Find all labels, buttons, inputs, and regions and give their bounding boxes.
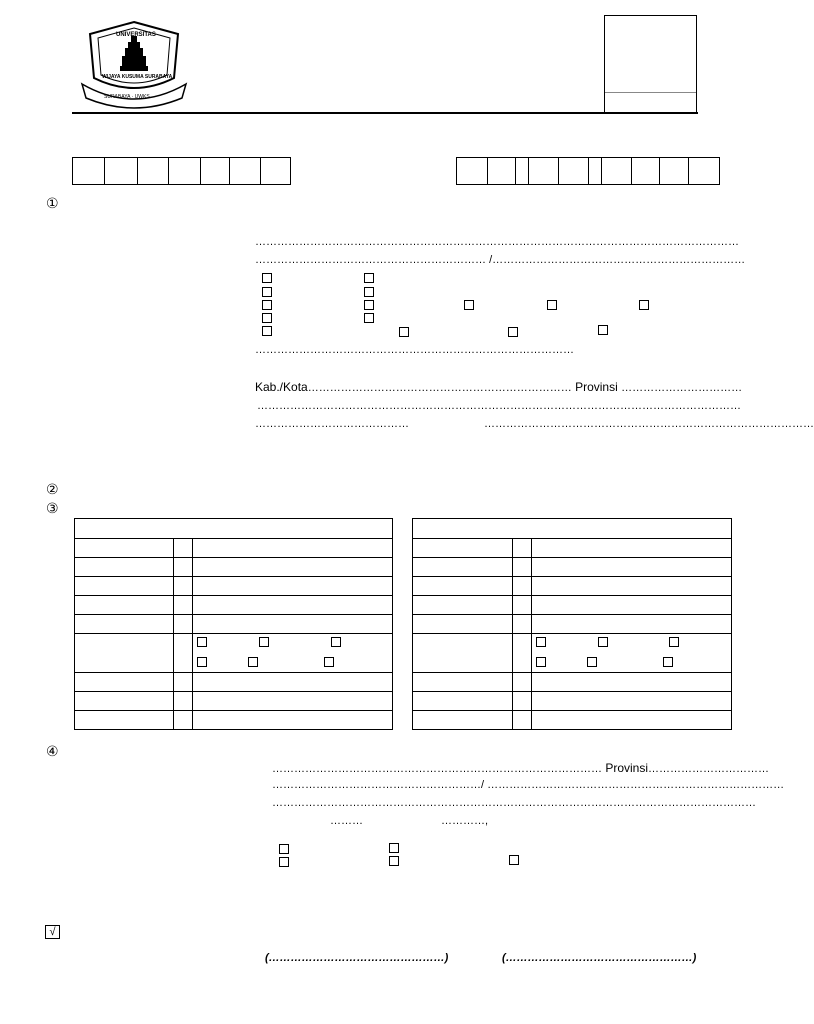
s4-checkbox-3[interactable] <box>279 857 289 867</box>
field-line-9-b[interactable]: ……………………………………………………………………………… <box>484 418 814 430</box>
prov-label: Provinsi <box>575 380 618 394</box>
checkbox-r1-c2[interactable] <box>364 273 374 283</box>
table-right <box>412 518 732 730</box>
field-line-2-a[interactable]: ……………………………………………………… <box>255 254 486 266</box>
field-line-2-b[interactable]: …………………………………………………………… <box>492 254 746 266</box>
s4-field-line-2[interactable] <box>272 779 785 791</box>
table-right-checkbox-5[interactable] <box>587 657 597 667</box>
checkbox-r5-c1[interactable] <box>262 326 272 336</box>
table-row <box>75 538 392 539</box>
grid-cell[interactable] <box>230 158 261 184</box>
table-col-divider <box>173 538 174 729</box>
grid-cell[interactable] <box>529 158 559 184</box>
kab-label: Kab./Kota <box>255 380 308 394</box>
field-line-9-a[interactable]: …………………………………… <box>255 418 409 430</box>
grid-cell[interactable] <box>488 158 516 184</box>
s4-field-line-1[interactable] <box>272 761 770 775</box>
field-line-1[interactable]: …………………………………………………………………………………………………………………… <box>255 236 739 248</box>
grid-cell[interactable] <box>169 158 201 184</box>
section-marker-3: ③ <box>46 501 59 517</box>
checkbox-r4-c2[interactable] <box>364 313 374 323</box>
table-row <box>413 710 731 711</box>
s4-prov-dots[interactable]: …………………………… <box>648 763 770 775</box>
table-right-checkbox-2[interactable] <box>598 637 608 647</box>
checkbox-r5-c3[interactable] <box>508 327 518 337</box>
table-row <box>75 691 392 692</box>
table-right-checkbox-1[interactable] <box>536 637 546 647</box>
grid-cell[interactable] <box>138 158 169 184</box>
grid-cell[interactable] <box>73 158 105 184</box>
table-col-divider <box>192 538 193 729</box>
checkbox-r3-c4[interactable] <box>547 300 557 310</box>
table-row <box>413 633 731 634</box>
checkbox-r3-c3[interactable] <box>464 300 474 310</box>
field-line-2[interactable] <box>255 254 746 266</box>
signature-right[interactable]: (……………………………………………) <box>502 952 697 964</box>
table-left-checkbox-2[interactable] <box>259 637 269 647</box>
kab-dots[interactable]: ……………………………………………………………… <box>307 382 572 394</box>
checkbox-r3-c1[interactable] <box>262 300 272 310</box>
grid-cell[interactable] <box>105 158 138 184</box>
university-logo <box>78 18 190 108</box>
table-row <box>413 557 731 558</box>
section-marker-4: ④ <box>46 744 59 760</box>
s4-checkbox-2[interactable] <box>389 843 399 853</box>
checkbox-r5-c4[interactable] <box>598 325 608 335</box>
photo-box <box>604 15 697 113</box>
checkbox-r2-c1[interactable] <box>262 287 272 297</box>
grid-cell[interactable] <box>589 158 602 184</box>
grid-cell[interactable] <box>559 158 589 184</box>
table-row <box>75 576 392 577</box>
s4-prov-label: Provinsi <box>605 761 649 775</box>
table-row <box>413 595 731 596</box>
checkbox-r2-c2[interactable] <box>364 287 374 297</box>
table-left <box>74 518 393 730</box>
s4-checkbox-4[interactable] <box>389 856 399 866</box>
checkbox-r1-c1[interactable] <box>262 273 272 283</box>
grid-cell[interactable] <box>660 158 689 184</box>
registration-number-grid[interactable] <box>72 157 291 185</box>
checkbox-r3-c5[interactable] <box>639 300 649 310</box>
s4-line1-dots[interactable]: ……………………………………………………………………………… <box>272 763 602 775</box>
s4-field-line-4-b[interactable]: …………, <box>441 815 489 827</box>
table-row <box>413 538 731 539</box>
table-left-checkbox-3[interactable] <box>331 637 341 647</box>
s4-line2-a[interactable]: ………………………………………………… <box>272 779 481 791</box>
grid-cell[interactable] <box>602 158 632 184</box>
field-line-6[interactable]: …………………………………………………………………………… <box>255 344 574 356</box>
header-rule <box>72 112 698 114</box>
table-row <box>75 595 392 596</box>
section-marker-2: ② <box>46 482 59 498</box>
field-line-2-sep: / <box>489 254 493 266</box>
grid-cell[interactable] <box>201 158 230 184</box>
photo-box-divider <box>605 92 696 93</box>
table-row <box>413 672 731 673</box>
table-left-checkbox-5[interactable] <box>248 657 258 667</box>
logo-text-bottom: WIJAYA KUSUMA SURABAYA <box>102 74 173 80</box>
table-row <box>413 576 731 577</box>
field-kab-prov[interactable] <box>255 380 743 394</box>
table-row <box>75 710 392 711</box>
s4-line2-sep: / <box>481 779 485 791</box>
section-marker-1: ① <box>46 196 59 212</box>
prov-dots[interactable]: …………………………… <box>621 382 743 394</box>
table-col-divider <box>531 538 532 729</box>
grid-cell[interactable] <box>689 158 719 184</box>
s4-field-line-4-a[interactable]: ……… <box>330 815 363 827</box>
table-right-checkbox-3[interactable] <box>669 637 679 647</box>
grid-cell[interactable] <box>457 158 488 184</box>
logo-text-top: UNIVERSITAS <box>116 32 156 38</box>
checkbox-r3-c2[interactable] <box>364 300 374 310</box>
table-left-checkbox-4[interactable] <box>197 657 207 667</box>
checkbox-r4-c1[interactable] <box>262 313 272 323</box>
field-line-8[interactable]: …………………………………………………………………………………………………………………… <box>257 400 741 412</box>
table-row <box>413 614 731 615</box>
grid-cell[interactable] <box>632 158 661 184</box>
check-mark-box[interactable] <box>45 925 60 939</box>
checkbox-r5-c2[interactable] <box>399 327 409 337</box>
code-number-grid[interactable] <box>456 157 720 185</box>
check-mark-icon: √ <box>49 926 56 938</box>
logo-motto: SURABAYA · UWKS <box>104 94 150 100</box>
table-right-checkbox-6[interactable] <box>663 657 673 667</box>
table-row <box>75 633 392 634</box>
table-left-checkbox-6[interactable] <box>324 657 334 667</box>
s4-checkbox-1[interactable] <box>279 844 289 854</box>
table-right-checkbox-4[interactable] <box>536 657 546 667</box>
table-col-divider <box>512 538 513 729</box>
s4-line2-b[interactable]: ……………………………………………………………………… <box>487 779 785 791</box>
table-left-checkbox-1[interactable] <box>197 637 207 647</box>
table-row <box>75 614 392 615</box>
table-row <box>75 672 392 673</box>
signature-left[interactable]: (…………………………………………) <box>265 952 449 964</box>
table-row <box>413 691 731 692</box>
s4-field-line-3[interactable]: …………………………………………………………………………………………………………………… <box>272 797 756 809</box>
grid-cell[interactable] <box>516 158 530 184</box>
table-row <box>75 557 392 558</box>
grid-cell[interactable] <box>261 158 290 184</box>
s4-checkbox-5[interactable] <box>509 855 519 865</box>
